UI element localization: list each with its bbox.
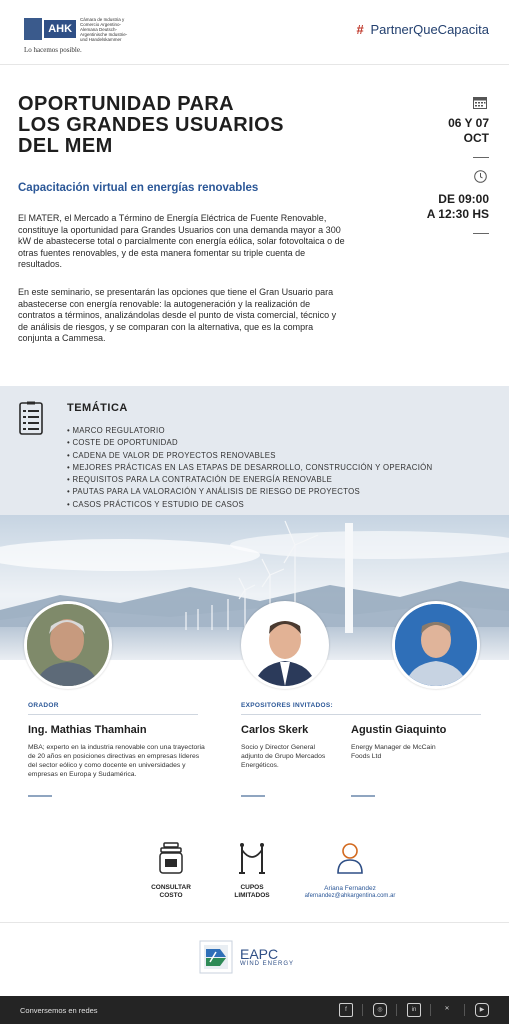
speaker-3-avatar — [392, 601, 480, 689]
event-subtitle: Capacitación virtual en energías renovables — [18, 182, 259, 194]
expositores-divider — [241, 714, 481, 715]
speaker-1-avatar — [24, 601, 112, 689]
contact-person-icon — [336, 842, 364, 874]
cupos-limitados-label — [217, 884, 287, 900]
consultar-costo-label[interactable] — [136, 884, 206, 900]
person-icon — [244, 604, 326, 686]
facebook-icon[interactable]: f — [339, 1003, 353, 1017]
ahk-logo — [24, 16, 128, 42]
speaker-1-accent — [28, 795, 52, 797]
social-divider — [396, 1004, 397, 1016]
eapc-name: EAPC — [240, 946, 279, 962]
twitter-icon[interactable]: ✕ — [444, 1006, 450, 1012]
time-line-2: A 12:30 HS — [426, 207, 489, 221]
ahk-logo-subtext: Cámara de Industria y Comercio Argentino-Alemana Deutsch-Argentinische Industrie- und Handelskammer — [80, 16, 128, 42]
title-line-1: OPORTUNIDAD PARA — [18, 93, 235, 115]
clock-icon — [474, 170, 487, 183]
date-line-2: OCT — [463, 131, 489, 145]
hashtag[interactable] — [356, 22, 489, 37]
social-divider — [430, 1004, 431, 1016]
social-divider — [464, 1004, 465, 1016]
social-divider — [362, 1004, 363, 1016]
seminar-paragraph: En este seminario, se presentarán las opciones que tiene el Gran Usuario para abastecerse con energía renovable: la autogeneración y la realización de contratos a términos, analizándolas desde el punto de vista comercial, técnico y de análisis de riesgos, y se comparan con la alternativa, que es la compra conjunta a Cammesa. — [18, 287, 337, 343]
title-line-2: LOS GRANDES USUARIOS — [18, 114, 284, 136]
time-line-1: DE 09:00 — [438, 192, 489, 206]
date-divider — [473, 157, 489, 158]
linkedin-icon[interactable]: in — [407, 1003, 421, 1017]
tematica-item: • PAUTAS PARA LA VALORACIÓN Y ANÁLISIS DE RIESGO DE PROYECTOS — [67, 487, 360, 497]
hash-icon: # — [356, 22, 364, 37]
orador-divider — [28, 714, 198, 715]
tematica-item: • COSTE DE OPORTUNIDAD — [67, 438, 178, 448]
speaker-2-avatar — [241, 601, 329, 689]
date-line-1: 06 Y 07 — [448, 116, 489, 130]
event-title — [18, 94, 348, 157]
contact-email[interactable]: afernandez@ahkargentina.com.ar — [304, 893, 396, 899]
speaker-3-name: Agustin Giaquinto — [351, 724, 447, 736]
speaker-2-desc: Socio y Director General adjunto de Grupo Mercados Energéticos. — [241, 744, 326, 769]
tematica-item: • CASOS PRÁCTICOS Y ESTUDIO DE CASOS — [67, 499, 245, 509]
speaker-3-accent — [351, 795, 375, 797]
person-icon — [27, 604, 109, 686]
event-date — [399, 116, 489, 146]
tematica-list — [67, 425, 432, 511]
eapc-emblem-icon — [198, 939, 234, 975]
tematica-item: • MARCO REGULATORIO — [67, 426, 165, 435]
event-time — [389, 192, 489, 222]
speaker-2-name: Carlos Skerk — [241, 724, 309, 736]
intro-paragraph: El MATER, el Mercado a Término de Energía Eléctrica de Fuente Renovable, constituye la oportunidad para Grandes Usuarios con una demanda mayor a 300 kW de abastecerse total o parcialmente con energía eólica, solar fotovoltaica o de otras fuentes renovables, y de esta manera fomentar su triple cuenta de resultados. — [18, 213, 345, 269]
person-icon — [395, 604, 477, 686]
tematica-item: • MEJORES PRÁCTICAS EN LAS ETAPAS DE DESARROLLO, CONSTRUCCIÓN Y OPERACIÓN — [67, 462, 433, 472]
speaker-3-desc: Energy Manager de McCain Foods Ltd — [351, 744, 436, 760]
ahk-emblem-icon — [24, 18, 42, 40]
piggy-jar-icon[interactable] — [157, 842, 185, 874]
title-line-3: DEL MEM — [18, 135, 113, 157]
tematica-item: • CADENA DE VALOR DE PROYECTOS RENOVABLES — [67, 450, 276, 460]
header-divider — [0, 64, 509, 65]
hashtag-text: PartnerQueCapacita — [370, 22, 489, 37]
stanchion-rope-icon — [238, 842, 266, 874]
cupos-line-2: LIMITADOS — [234, 892, 270, 899]
cupos-line-1: CUPOS — [240, 884, 264, 891]
youtube-icon[interactable]: ▶ — [475, 1003, 489, 1017]
calendar-icon — [473, 96, 487, 109]
contact-name: Ariana Fernandez — [324, 885, 376, 892]
tematica-title: TEMÁTICA — [67, 402, 128, 414]
eapc-wordmark — [240, 947, 294, 967]
speaker-1-name: Ing. Mathias Thamhain — [28, 724, 147, 736]
tematica-item: • REQUISITOS PARA LA CONTRATACIÓN DE ENERGÍA RENOVABLE — [67, 475, 333, 485]
speaker-1-desc: MBA; experto en la industria renovable con una trayectoria de 20 años en posiciones directivas en empresas líderes del sector eólico y como docente en universidades y empresas en Europa y Sudamérica. — [28, 744, 205, 778]
checklist-icon — [19, 401, 43, 435]
footer-text: Conversemos en redes — [20, 1006, 98, 1015]
expositores-label: EXPOSITORES INVITADOS: — [241, 702, 333, 709]
tagline: Lo hacemos posible. — [24, 46, 82, 54]
footer-divider — [0, 922, 509, 923]
ahk-logo-text: AHK — [44, 20, 76, 38]
consultar-line-2: COSTO — [159, 892, 183, 899]
instagram-icon[interactable]: ◎ — [373, 1003, 387, 1017]
consultar-line-1: CONSULTAR — [151, 884, 191, 891]
speaker-2-accent — [241, 795, 265, 797]
orador-label: ORADOR — [28, 702, 59, 709]
time-divider — [473, 233, 489, 234]
eapc-logo — [198, 938, 318, 976]
eapc-sub: WIND ENERGY — [240, 961, 295, 967]
